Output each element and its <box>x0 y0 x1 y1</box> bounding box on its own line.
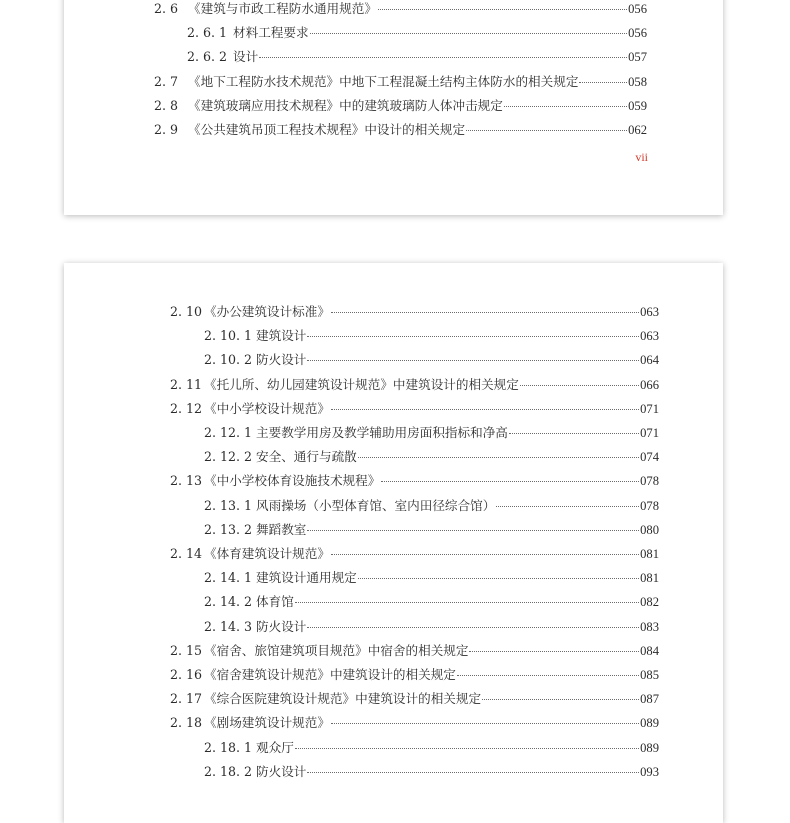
toc-entry-title: 《建筑玻璃应用技术规程》中的建筑玻璃防人体冲击规定 <box>188 97 503 113</box>
toc-subsection-entry[interactable] <box>204 522 659 538</box>
toc-entry-number: 2. 14. 3 <box>204 618 253 634</box>
toc-entry-title: 防火设计 <box>256 352 307 368</box>
toc-entry-number: 2. 8 <box>154 97 179 113</box>
toc-entry-number: 2. 9 <box>154 122 179 137</box>
dot-leader <box>259 56 627 58</box>
dot-leader <box>520 384 639 386</box>
toc-subsection-entry[interactable] <box>204 570 659 586</box>
toc-section-entry[interactable] <box>170 643 659 659</box>
toc-entry-title: 防火设计 <box>256 763 307 779</box>
toc-entry-title: 《宿舍建筑设计规范》中建筑设计的相关规定 <box>204 667 456 682</box>
toc-entry-title: 《中小学校设计规范》 <box>204 400 330 416</box>
toc-entry-number: 2. 10. 1 <box>204 328 253 344</box>
toc-entry-title: 风雨操场（小型体育馆、室内田径综合馆） <box>256 497 496 513</box>
dot-leader <box>307 529 639 531</box>
toc-entry-number: 2. 10 <box>170 304 203 319</box>
toc-subsection-entry[interactable] <box>204 764 659 780</box>
toc-subsection-entry[interactable] <box>204 449 659 465</box>
toc-entry-page-number: 084 <box>640 643 659 658</box>
toc-entry-page-number: 058 <box>628 74 647 89</box>
toc-section-entry[interactable] <box>154 122 647 138</box>
dot-leader <box>358 456 639 458</box>
toc-entry-title: 《公共建筑吊顶工程技术规程》中设计的相关规定 <box>188 122 466 137</box>
toc-entry-number: 2. 18 <box>170 715 203 731</box>
toc-entry-title: 《剧场建筑设计规范》 <box>204 715 330 731</box>
toc-entry-page-number: 057 <box>628 50 647 65</box>
toc-subsection-entry[interactable] <box>204 425 659 441</box>
toc-subsection-entry[interactable] <box>204 594 659 610</box>
dot-leader <box>331 553 639 555</box>
toc-entry-number: 2. 16 <box>170 667 203 682</box>
toc-entry-page-number: 083 <box>640 619 659 634</box>
toc-subsection-entry[interactable] <box>204 352 659 368</box>
toc-entry-number: 2. 13 <box>170 473 203 489</box>
toc-subsection-entry[interactable] <box>187 25 647 41</box>
dot-leader <box>307 335 639 337</box>
toc-section-entry[interactable] <box>170 546 659 562</box>
toc-subsection-entry[interactable] <box>204 328 659 344</box>
toc-section-entry[interactable] <box>170 473 659 489</box>
dot-leader <box>482 698 639 700</box>
toc-entry-title: 《办公建筑设计标准》 <box>204 304 330 319</box>
toc-entry-title: 防火设计 <box>256 618 307 634</box>
toc-entry-page-number: 071 <box>640 401 659 416</box>
toc-entry-page-number: 056 <box>628 26 647 41</box>
toc-entry-title: 主要教学用房及教学辅助用房面积指标和净高 <box>256 425 508 440</box>
toc-entry-title: 设计 <box>233 49 259 65</box>
toc-entry-number: 2. 13. 2 <box>204 521 253 537</box>
dot-leader <box>307 771 639 773</box>
toc-entry-number: 2. 12. 1 <box>204 425 253 440</box>
toc-entry-page-number: 064 <box>640 353 659 368</box>
toc-entry-title: 材料工程要求 <box>233 25 309 41</box>
toc-entry-page-number: 066 <box>640 377 659 392</box>
toc-entry-page-number: 093 <box>640 764 659 779</box>
toc-entry-number: 2. 7 <box>154 73 179 89</box>
toc-entry-number: 2. 14. 2 <box>204 594 253 610</box>
dot-leader <box>307 626 639 628</box>
dot-leader <box>378 8 627 10</box>
toc-entry-page-number: 059 <box>628 98 647 113</box>
toc-entry-page-number: 063 <box>640 329 659 344</box>
toc-entry-title: 舞蹈教室 <box>256 521 307 537</box>
dot-leader <box>579 81 627 83</box>
dot-leader <box>310 32 628 34</box>
toc-section-entry[interactable] <box>170 401 659 417</box>
dot-leader <box>466 129 627 131</box>
dot-leader <box>331 722 639 724</box>
toc-section-entry[interactable] <box>170 667 659 683</box>
dot-leader <box>358 577 639 579</box>
toc-section-entry[interactable] <box>170 691 659 707</box>
dot-leader <box>496 505 639 507</box>
toc-subsection-entry[interactable] <box>204 498 659 514</box>
toc-entry-number: 2. 11 <box>170 376 203 392</box>
dot-leader <box>469 650 639 652</box>
toc-entry-title: 《宿舍、旅馆建筑项目规范》中宿舍的相关规定 <box>204 642 469 658</box>
toc-entry-page-number: 063 <box>640 305 659 319</box>
toc-subsection-entry[interactable] <box>204 619 659 635</box>
toc-entry-page-number: 074 <box>640 450 659 465</box>
toc-page-upper <box>64 0 723 215</box>
toc-entry-title: 《建筑与市政工程防水通用规范》 <box>188 1 377 16</box>
dot-leader <box>307 359 639 361</box>
toc-entry-number: 2. 18. 1 <box>204 739 253 755</box>
dot-leader <box>509 432 639 434</box>
toc-section-entry[interactable] <box>154 98 647 114</box>
toc-entry-page-number: 087 <box>640 692 659 707</box>
page-folio: vii <box>635 150 648 164</box>
toc-entry-title: 《地下工程防水技术规范》中地下工程混凝土结构主体防水的相关规定 <box>188 73 579 89</box>
toc-entry-page-number: 056 <box>628 2 647 16</box>
toc-entry-page-number: 085 <box>640 668 659 682</box>
toc-section-entry[interactable] <box>170 304 659 320</box>
toc-entry-number: 2. 17 <box>170 691 203 707</box>
toc-entry-number: 2. 18. 2 <box>204 763 253 779</box>
toc-entry-title: 体育馆 <box>256 594 294 610</box>
dot-leader <box>295 601 639 603</box>
dot-leader <box>331 311 639 313</box>
toc-entry-title: 《综合医院建筑设计规范》中建筑设计的相关规定 <box>204 691 482 707</box>
toc-entry-page-number: 062 <box>628 123 647 137</box>
toc-entry-page-number: 078 <box>640 498 659 513</box>
toc-entry-page-number: 080 <box>640 522 659 537</box>
toc-page-lower <box>64 263 723 823</box>
dot-leader <box>295 747 639 749</box>
toc-entry-number: 2. 6 <box>154 1 179 16</box>
toc-entry-page-number: 071 <box>640 426 659 440</box>
toc-entry-page-number: 081 <box>640 571 659 586</box>
toc-entry-title: 建筑设计 <box>256 328 307 344</box>
toc-entry-number: 2. 12. 2 <box>204 449 253 465</box>
toc-entry-title: 《托儿所、幼儿园建筑设计规范》中建筑设计的相关规定 <box>204 376 519 392</box>
toc-section-entry[interactable] <box>170 715 659 731</box>
dot-leader <box>457 674 639 676</box>
toc-entry-number: 2. 14 <box>170 546 203 561</box>
dot-leader <box>504 105 627 107</box>
dot-leader <box>331 408 639 410</box>
toc-section-entry[interactable] <box>154 74 647 90</box>
toc-entry-number: 2. 14. 1 <box>204 570 253 586</box>
toc-entry-number: 2. 10. 2 <box>204 352 253 368</box>
toc-entry-title: 《体育建筑设计规范》 <box>204 546 330 561</box>
toc-entry-page-number: 078 <box>640 474 659 489</box>
toc-entry-number: 2. 15 <box>170 642 203 658</box>
toc-subsection-entry[interactable] <box>204 740 659 756</box>
toc-entry-number: 2. 6. 2 <box>187 49 228 65</box>
toc-subsection-entry[interactable] <box>187 49 647 65</box>
toc-entry-page-number: 089 <box>640 740 659 755</box>
toc-entry-title: 安全、通行与疏散 <box>256 449 357 465</box>
toc-entry-title: 《中小学校体育设施技术规程》 <box>204 473 381 489</box>
toc-entry-page-number: 082 <box>640 595 659 610</box>
toc-entry-number: 2. 6. 1 <box>187 25 228 41</box>
toc-entry-number: 2. 12 <box>170 400 203 416</box>
toc-entry-page-number: 081 <box>640 547 659 561</box>
toc-entry-number: 2. 13. 1 <box>204 497 253 513</box>
dot-leader <box>381 480 639 482</box>
toc-section-entry[interactable] <box>170 377 659 393</box>
toc-entry-page-number: 089 <box>640 716 659 731</box>
toc-entry-title: 观众厅 <box>256 739 294 755</box>
toc-entry-title: 建筑设计通用规定 <box>256 570 357 586</box>
toc-section-entry[interactable] <box>154 1 647 17</box>
